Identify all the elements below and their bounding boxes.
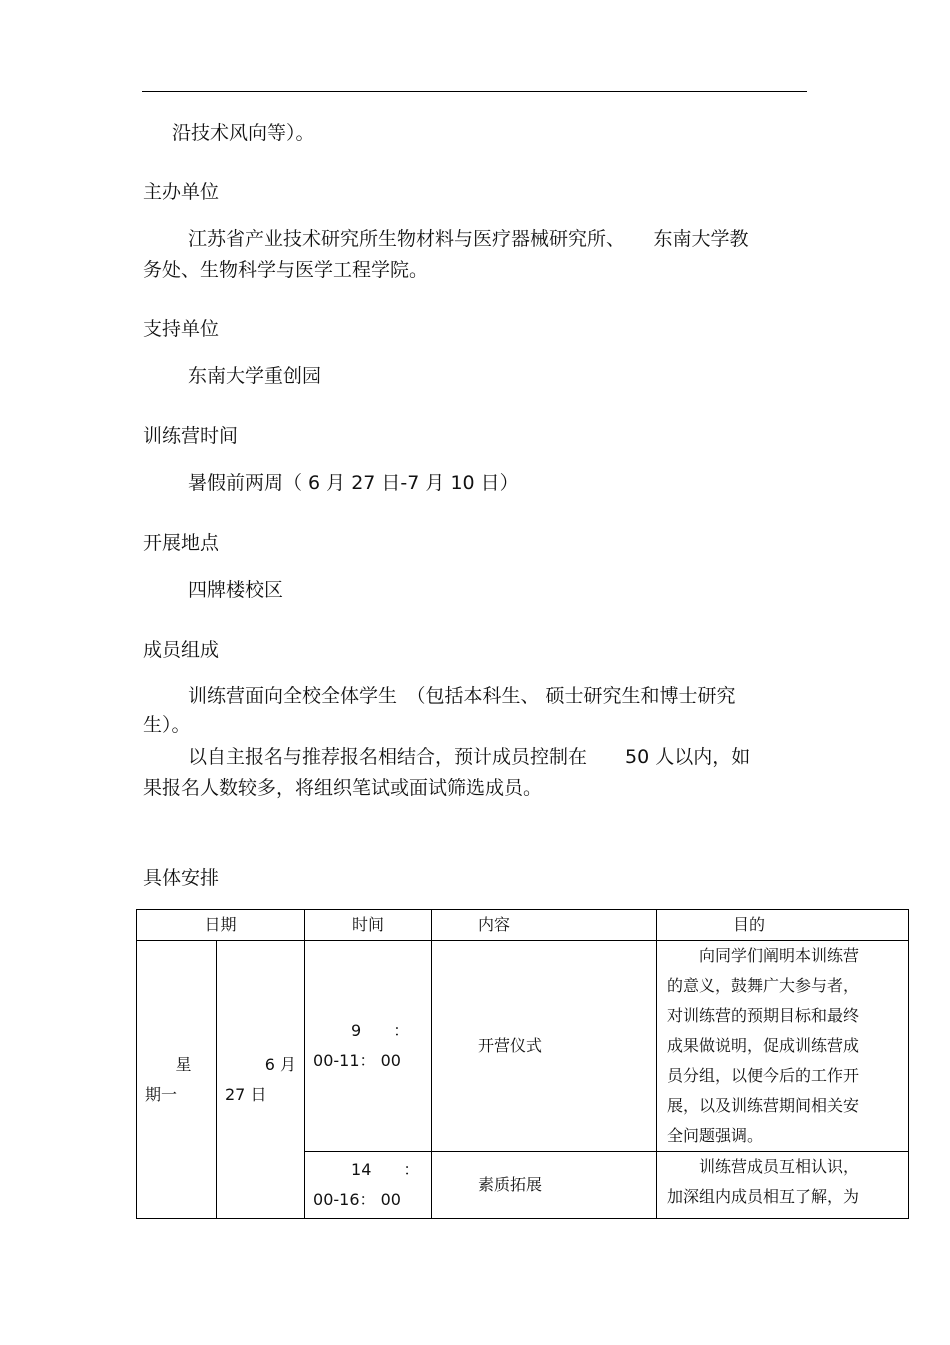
members-line-4: 果报名人数较多，将组织笔试或面试筛选成员。 xyxy=(143,777,543,799)
members-line-2: 生）。 xyxy=(143,714,191,736)
section-heading-schedule: 具体安排 xyxy=(143,867,220,889)
section-heading-time: 训练营时间 xyxy=(143,425,239,447)
purpose-line: 员分组，以便今后的工作开 xyxy=(667,1066,860,1085)
header-time: 时间 xyxy=(305,910,432,941)
section-heading-host: 主办单位 xyxy=(143,181,220,203)
time-cell xyxy=(305,941,432,1152)
purpose-line: 展，以及训练营期间相关安 xyxy=(667,1096,860,1115)
date-cell xyxy=(217,941,305,1219)
header-purpose: 目的 xyxy=(657,910,909,941)
date-line-1: 6 月 xyxy=(264,1054,297,1074)
weekday-line-2: 期一 xyxy=(145,1084,178,1104)
time-cell xyxy=(305,1152,432,1219)
purpose-line: 成果做说明，促成训练营成 xyxy=(667,1036,860,1055)
purpose-line: 训练营成员互相认识， xyxy=(699,1157,860,1176)
date-line-2: 27 日 xyxy=(225,1084,267,1104)
members-line-1: 训练营面向全校全体学生 （包括本科生、 硕士研究生和博士研究 xyxy=(188,685,736,707)
time-line-2: 00-16： 00 xyxy=(313,1190,401,1209)
purpose-line: 的意义，鼓舞广大参与者， xyxy=(667,976,860,995)
support-line-1: 东南大学重创园 xyxy=(188,365,322,387)
header-rule xyxy=(142,91,807,92)
header-date: 日期 xyxy=(137,910,305,941)
schedule-table xyxy=(136,909,909,1219)
location-line-1: 四牌楼校区 xyxy=(188,579,284,601)
members-line-3: 以自主报名与推荐报名相结合，预计成员控制在 50 人以内，如 xyxy=(188,746,751,768)
host-line-2: 务处、生物科学与医学工程学院。 xyxy=(143,259,429,281)
host-line-1: 江苏省产业技术研究所生物材料与医疗器械研究所、 东南大学教 xyxy=(188,228,749,250)
purpose-line: 加深组内成员相互了解，为 xyxy=(667,1187,860,1206)
purpose-line: 向同学们阐明本训练营 xyxy=(699,946,860,965)
section-heading-support: 支持单位 xyxy=(143,318,220,340)
weekday-cell xyxy=(137,941,217,1219)
header-content: 内容 xyxy=(432,910,657,941)
time-line-1: 9 ： xyxy=(351,1021,410,1040)
content-cell: 开营仪式 xyxy=(432,941,657,1152)
purpose-cell xyxy=(657,1152,909,1219)
section-heading-members: 成员组成 xyxy=(143,639,220,661)
table-row xyxy=(137,941,909,1152)
section-heading-location: 开展地点 xyxy=(143,532,220,554)
time-line-1: 14 ： xyxy=(351,1160,420,1179)
purpose-line: 对训练营的预期目标和最终 xyxy=(667,1006,860,1025)
table-header-row xyxy=(137,910,909,941)
time-line-1: 暑假前两周（ 6 月 27 日-7 月 10 日） xyxy=(188,472,519,494)
purpose-line: 全问题强调。 xyxy=(667,1126,764,1145)
time-line-2: 00-11： 00 xyxy=(313,1051,401,1070)
weekday-line-1: 星 xyxy=(175,1054,192,1074)
content-cell: 素质拓展 xyxy=(432,1152,657,1219)
purpose-cell xyxy=(657,941,909,1152)
continuation-text: 沿技术风向等）。 xyxy=(172,122,315,144)
